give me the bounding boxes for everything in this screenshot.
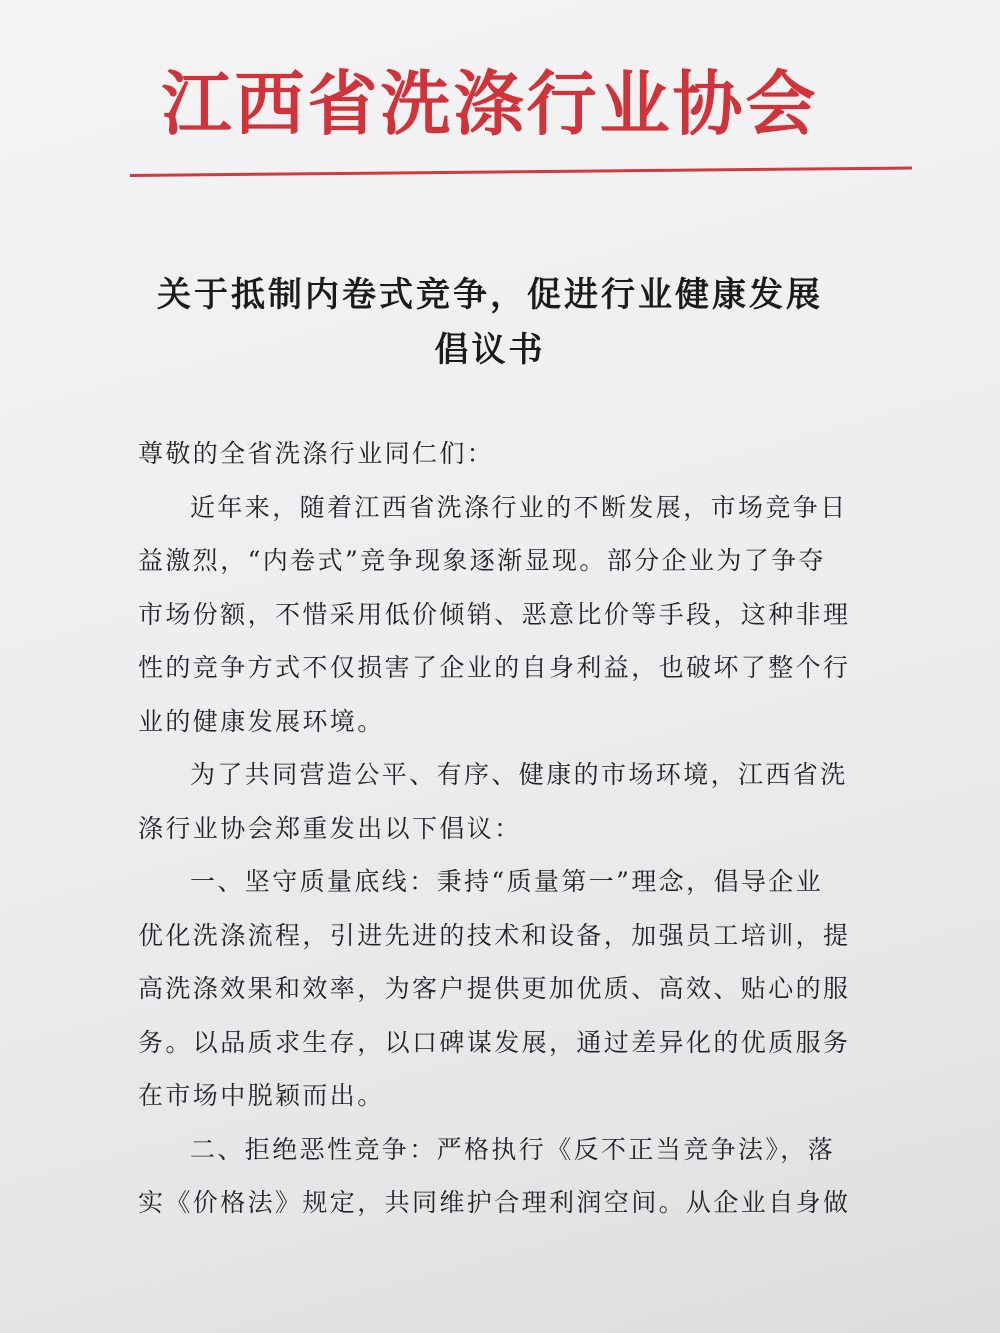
text-line: 高洗涤效果和效率，为客户提供更加优质、高效、贴心的服 (138, 974, 851, 1003)
paragraph-intro (138, 481, 878, 749)
text-line: 市场份额，不惜采用低价倾销、恶意比价等手段，这种非理 (138, 599, 851, 629)
paragraph-item-2-competition (138, 1123, 878, 1230)
title-line-1: 关于抵制内卷式竞争，促进行业健康发展 (157, 275, 823, 315)
organization-letterhead: 江西省洗涤行业协会 (161, 63, 819, 145)
text-line: 益激烈，“内卷式”竞争现象逐渐显现。部分企业为了争夺 (138, 546, 826, 575)
text-line: 近年来，随着江西省洗涤行业的不断发展，市场竞争日 (190, 492, 848, 522)
text-line: 涤行业协会郑重发出以下倡议： (138, 813, 522, 843)
text-line: 业的健康发展环境。 (138, 706, 385, 736)
text-line: 二、拒绝恶性竞争：严格执行《反不正当竞争法》，落 (190, 1134, 836, 1164)
text-line: 一、坚守质量底线：秉持“质量第一”理念，倡导企业 (190, 867, 824, 896)
document-body (138, 427, 878, 1230)
text-line: 实《价格法》规定，共同维护合理利润空间。从企业自身做 (138, 1188, 851, 1217)
paragraph-item-1-quality (138, 855, 878, 1123)
text-line: 为了共同营造公平、有序、健康的市场环境，江西省洗 (190, 760, 848, 789)
document-title (0, 268, 980, 378)
salutation: 尊敬的全省洗涤行业同仁们： (138, 439, 495, 468)
title-line-2: 倡议书 (434, 330, 546, 370)
text-line: 务。以品质求生存，以口碑谋发展，通过差异化的优质服务 (138, 1027, 851, 1057)
paragraph-proposal-lead (138, 748, 878, 855)
letterhead-red-rule (130, 166, 912, 177)
text-line: 在市场中脱颖而出。 (138, 1081, 385, 1110)
text-line: 优化洗涤流程，引进先进的技术和设备，加强员工培训，提 (138, 920, 851, 950)
text-line: 性的竞争方式不仅损害了企业的自身利益，也破坏了整个行 (138, 653, 851, 682)
